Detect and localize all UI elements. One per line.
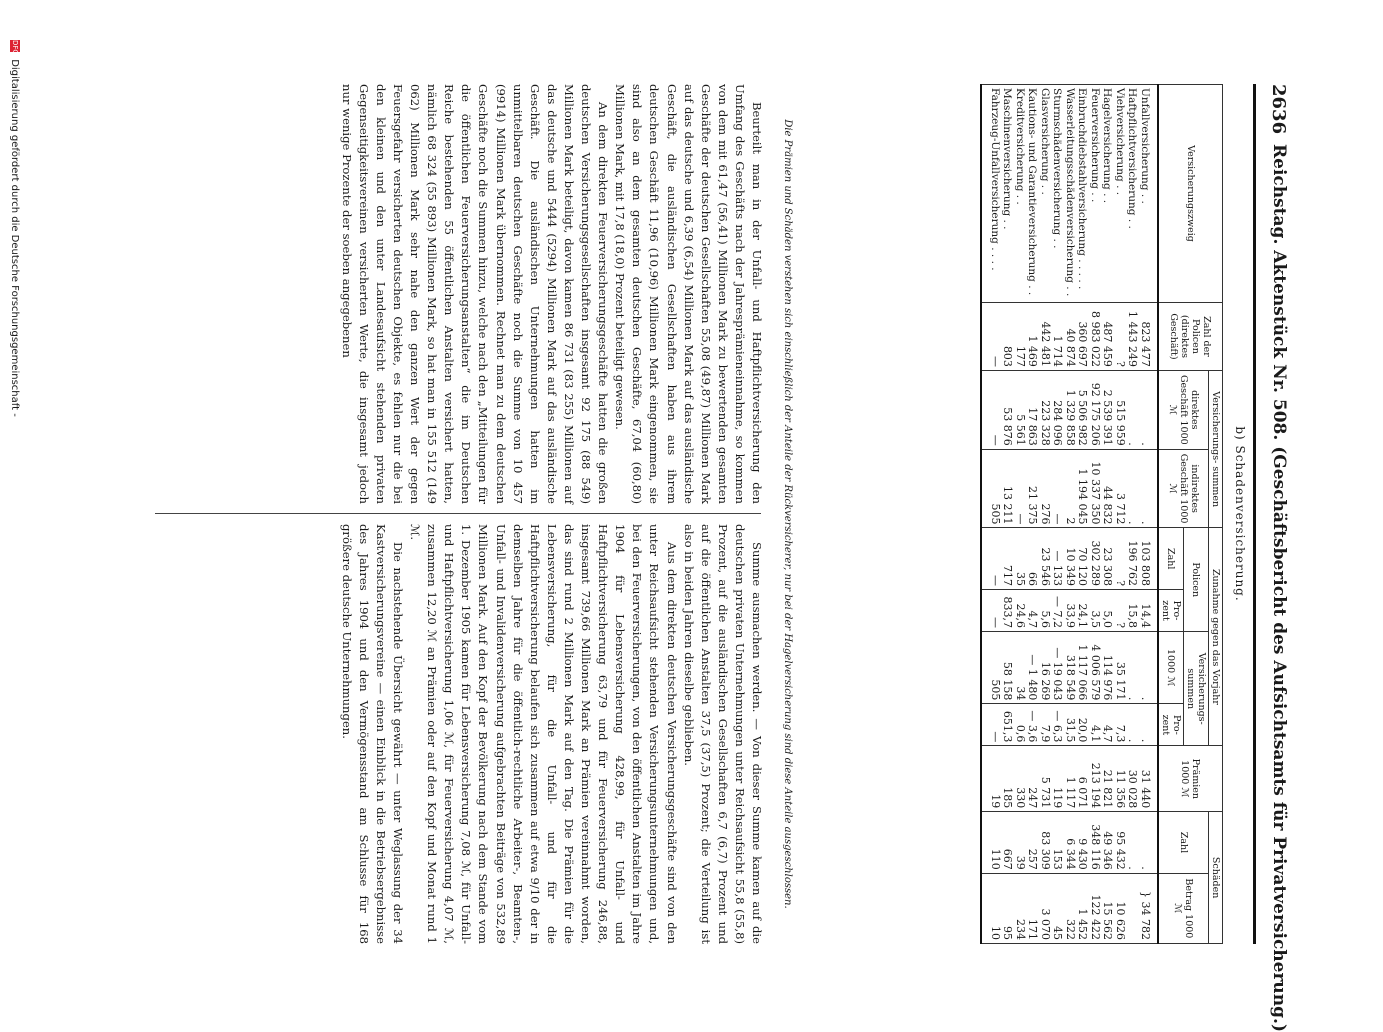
cell-sch-betrag: 15 562 (1101, 873, 1114, 943)
paragraph: Aus dem direkten deutschen Versicherungsgeschäfte sind von den unter Reichsaufsicht stehenden Versicherungsunternehmungen und, bei den Feuerversicherungen, von den öffentlichen Anstalten im Jahre 1904 für Lebensversicherung 428,99, für Unfall- und Haftpflichtversicherung 63,79 und für Feuerversicherung 246,88, insgesamt 739,66 Millionen Mark an Prämien vereinnahmt worden, das sind rund 2 Millionen Mark auf den Tag. Die Prämien für die Lebensversicherung, für die Unfall- und für die Haftpflichtversicherung belaufen sich zusammen auf etwa 9/10 der in demselben Jahre für die öffentlich-rechtliche Arbeiter-, Beamten-, Unfall- und Invalidenversicherung aufgebrachten Beiträge von 532,89 Millionen Mark. Auf den Kopf der Bevölkerung nach dem Stande vom 1. Dezember 1905 kamen für Lebensversicherung 7,08 ℳ, für Unfall- und Haftpflichtversicherung 1,06 ℳ, für Feuerversicherung 4,07 ℳ, zusammen 12,20 ℳ an Prämien oder auf den Kopf und Monat rund 1 ℳ. (408, 524, 679, 944)
cell-s-abs: 114 976 (1101, 632, 1114, 704)
cell-z-zahl: 717 (1001, 528, 1014, 590)
cell-sch-betrag: 45 (1051, 873, 1064, 943)
cell-indirekt: 2 (1064, 449, 1077, 528)
digitization-text: Digitalisierung gefördert durch die Deutsche Forschungsgemeinschaft - (9, 59, 20, 417)
col-header-direkt: direktes Geschäft 1000 ℳ (1158, 370, 1209, 449)
cell-z-zahl: 70 120 (1076, 528, 1089, 590)
cell-z-proz: 15,8 (1126, 589, 1139, 631)
cell-name: Feuerversicherung . . (1089, 85, 1102, 303)
cell-praemien: 6 071 (1076, 746, 1089, 812)
cell-z-zahl: 35 (1014, 528, 1027, 590)
cell-policen: 803 (1001, 302, 1014, 370)
cell-direkt: 53 876 (1001, 370, 1014, 449)
page-header (1257, 84, 1291, 1032)
cell-s-abs: — 19 043 (1051, 632, 1064, 704)
table-row (1014, 85, 1027, 944)
cell-sch-betrag: 122 422 (1089, 873, 1102, 943)
cell-name: Sturmschädenversicherung . . (1051, 85, 1064, 303)
cell-z-zahl: 302 289 (1089, 528, 1102, 590)
cell-sch-betrag: 171 (1026, 873, 1039, 943)
table-body (982, 85, 1159, 944)
cell-s-proz: . (1139, 704, 1159, 746)
table-row (1026, 85, 1039, 944)
cell-direkt: . (1139, 370, 1159, 449)
paragraph: Die nachstehende Übersicht gewährt — unter Weglassung der 34 Kastversicherungsvereine — einen Einblick in die Betriebsergebnisse des Jahres 1904 und den Vermögensstand am Schlusse für 168 größere deutsche Unternehmungen. (339, 524, 406, 944)
cell-sch-zahl: . (1139, 812, 1159, 874)
paragraph: Beurteilt man in der Unfall- und Haftpflichtversicherung den Umfang des Geschäfts nach der Jahresprämieneinnahme, so kommen von dem mit 61,47 (56,41) Millionen Mark zu bewertenden gesamten Geschäfte der deutschen Gesellschaften 55,08 (49,87) Millionen Mark auf das deutsche und 6,39 (6,54) Millionen Mark auf das ausländische Geschäft, die ausländischen Gesellschaften haben aus ihrem deutschen Geschäft 11,96 (10,96) Millionen Mark eingenommen, sie sind also an dem gesamten deutschen Geschäfte, 67,04 (60,80) Millionen Mark, mit 17,8 (18,0) Prozent beteiligt gewesen. (613, 84, 764, 504)
cell-s-proz: 4,1 (1089, 704, 1102, 746)
cell-s-proz: 7,9 (1039, 704, 1052, 746)
cell-policen: 1 469 (1026, 302, 1039, 370)
cell-sch-zahl: 39 (1014, 812, 1027, 874)
cell-s-proz: 4,7 (1101, 704, 1114, 746)
cell-policen: 1 443 249 (1126, 302, 1139, 370)
header-rule (1253, 84, 1256, 944)
cell-sch-zahl: 6 344 (1064, 812, 1077, 874)
cell-z-proz: 24,6 (1014, 589, 1027, 631)
cell-z-proz: — (982, 589, 1002, 631)
cell-sch-zahl: 95 432 (1114, 812, 1127, 874)
group-header-zunahme: Zunahme gegen das Vorjahr (1209, 528, 1223, 746)
group-header-zunahme-policen: Policen (1184, 528, 1209, 632)
table-row (1139, 85, 1159, 944)
cell-z-zahl: 10 349 (1064, 528, 1077, 590)
cell-z-proz: 3,5 (1089, 589, 1102, 631)
column-divider (155, 513, 761, 514)
cell-z-proz: 5,0 (1101, 589, 1114, 631)
col-header-summen-abs: 1000 ℳ (1158, 632, 1184, 704)
cell-praemien: 330 (1014, 746, 1027, 812)
cell-policen: 823 477 (1139, 302, 1159, 370)
cell-direkt: 1 329 858 (1064, 370, 1077, 449)
statistics-table (981, 84, 1224, 944)
cell-direkt: 2 539 391 (1101, 370, 1114, 449)
cell-direkt: 17 863 (1026, 370, 1039, 449)
cell-sch-betrag: 10 626 (1114, 873, 1127, 943)
cell-s-abs: 1 117 066 (1076, 632, 1089, 704)
cell-direkt: 515 959 (1114, 370, 1127, 449)
cell-sch-zahl: 348 116 (1089, 812, 1102, 874)
cell-sch-zahl: 83 309 (1039, 812, 1052, 874)
cell-name: Wasserleitungsschädenversicherung . . (1064, 85, 1077, 303)
cell-name: Haftpflichtversicherung . . (1126, 85, 1139, 303)
cell-praemien: 213 194 (1089, 746, 1102, 812)
cell-indirekt: 44 832 (1101, 449, 1114, 528)
col-header-zweig: Versicherungszweig (1158, 85, 1223, 303)
col-header-schaden-zahl: Zahl (1158, 812, 1209, 874)
cell-praemien: 1 117 (1064, 746, 1077, 812)
cell-indirekt: 276 (1039, 449, 1052, 528)
cell-name: Glasversicherung . . (1039, 85, 1052, 303)
cell-indirekt: — (1051, 449, 1064, 528)
cell-indirekt: . (1126, 449, 1139, 528)
cell-name: Maschinenversicherung . . (1001, 85, 1014, 303)
cell-z-proz: ? (1114, 589, 1127, 631)
col-header-schaden-betrag: Betrag 1000 ℳ (1158, 873, 1209, 943)
group-header-zunahme-summen: Versicherungs- summen (1184, 632, 1209, 746)
cell-name: Kreditversicherung . . (1014, 85, 1027, 303)
page-number: 2636 (1268, 84, 1289, 135)
cell-name: Hagelversicherung . . (1101, 85, 1114, 303)
cell-s-proz: 20,0 (1076, 704, 1089, 746)
cell-z-proz: 4,7 (1026, 589, 1039, 631)
cell-s-abs: . (1126, 632, 1139, 704)
cell-policen: 360 697 (1076, 302, 1089, 370)
cell-policen: 442 481 (1039, 302, 1052, 370)
cell-sch-betrag: } 34 782 (1139, 873, 1159, 943)
table-row (982, 85, 1002, 944)
cell-z-zahl: 196 762 (1126, 528, 1139, 590)
cell-sch-betrag: 3 070 (1039, 873, 1052, 943)
cell-direkt: 5 506 982 (1076, 370, 1089, 449)
cell-praemien: 11 356 (1114, 746, 1127, 812)
cell-s-abs: 34 (1014, 632, 1027, 704)
cell-z-proz: 24,1 (1076, 589, 1089, 631)
cell-s-proz: 31,5 (1064, 704, 1077, 746)
cell-z-zahl: ? (1114, 528, 1127, 590)
cell-s-abs: . (1139, 632, 1159, 704)
cell-sch-zahl: 110 (982, 812, 1002, 874)
cell-policen: 487 459 (1101, 302, 1114, 370)
cell-z-proz: 833,7 (1001, 589, 1014, 631)
dfg-logo: DFG (11, 40, 19, 55)
cell-sch-betrag: 322 (1064, 873, 1077, 943)
cell-indirekt: 3 712 (1114, 449, 1127, 528)
cell-name: Fahrzeug-Unfallversicherung . . . . (982, 85, 1002, 303)
cell-s-abs: 4 006 579 (1089, 632, 1102, 704)
cell-sch-betrag: 95 (1001, 873, 1014, 943)
text-column-right (338, 524, 765, 944)
cell-sch-zahl: 257 (1026, 812, 1039, 874)
cell-name: Kautions- und Garantieversicherung . . (1026, 85, 1039, 303)
col-header-praemien: Prämien 1000 ℳ (1158, 746, 1223, 812)
col-header-policen: Zahl der Policen (direktes Geschäft) (1158, 302, 1223, 370)
group-header-summen: Versicherungs- summen (1209, 370, 1223, 528)
table-row (1101, 85, 1114, 944)
cell-indirekt: 505 (982, 449, 1002, 528)
cell-z-zahl: — 133 (1051, 528, 1064, 590)
cell-sch-zahl: 153 (1051, 812, 1064, 874)
cell-direkt: 5 561 (1014, 370, 1027, 449)
col-header-zunahme-zahl: Zahl (1158, 528, 1184, 590)
table-row (1001, 85, 1014, 944)
cell-praemien: 5 731 (1039, 746, 1052, 812)
cell-z-zahl: 23 308 (1101, 528, 1114, 590)
cell-praemien: 21 821 (1101, 746, 1114, 812)
cell-s-proz: 0,6 (1014, 704, 1027, 746)
cell-s-abs: 505 (982, 632, 1002, 704)
cell-direkt: . (1126, 370, 1139, 449)
text-column-left (338, 84, 765, 504)
cell-s-proz: — 6,3 (1051, 704, 1064, 746)
cell-indirekt: 21 375 (1026, 449, 1039, 528)
page-title: Reichstag. Aktenstück Nr. 508. (Geschäftsbericht des Aufsichtsamts für Privatversicherung.) (1269, 144, 1289, 1032)
cell-policen: 177 (1014, 302, 1027, 370)
paragraph: Summe ausmachen werden. — Von dieser Summe kamen auf die deutschen privaten Unternehmungen unter Reichsaufsicht 55,8 (55,8) Prozent, auf die ausländischen Gesellschaften 6,7 (6,7) Prozent und auf die öffentlichen Anstalten 37,5 (37,5) Prozent; die Verteilung ist also in beiden Jahren dieselbe geblieben. (681, 524, 764, 944)
cell-sch-betrag: 10 (982, 873, 1002, 943)
cell-policen: 8 983 022 (1089, 302, 1102, 370)
cell-s-proz: . (1126, 704, 1139, 746)
cell-indirekt: 1 194 045 (1076, 449, 1089, 528)
cell-name: Unfallversicherung . . (1139, 85, 1159, 303)
col-header-summen-prozent: Pro- zent (1158, 704, 1184, 746)
cell-indirekt: . (1139, 449, 1159, 528)
cell-s-proz: 7,3 (1114, 704, 1127, 746)
cell-s-abs: 318 549 (1064, 632, 1077, 704)
table-row (1064, 85, 1077, 944)
cell-direkt: 223 328 (1039, 370, 1052, 449)
cell-praemien: 185 (1001, 746, 1014, 812)
table-row (1089, 85, 1102, 944)
cell-z-zahl: 103 808 (1139, 528, 1159, 590)
cell-z-proz: — 7,2 (1051, 589, 1064, 631)
cell-direkt: 284 096 (1051, 370, 1064, 449)
cell-s-abs: 58 158 (1001, 632, 1014, 704)
cell-praemien: 247 (1026, 746, 1039, 812)
cell-indirekt: 10 337 350 (1089, 449, 1102, 528)
cell-direkt: — (982, 370, 1002, 449)
cell-praemien: 19 (982, 746, 1002, 812)
cell-sch-zahl: 9 430 (1076, 812, 1089, 874)
cell-indirekt: 13 211 (1001, 449, 1014, 528)
digitization-note (9, 40, 20, 940)
col-header-indirekt: indirektes Geschäft 1000 ℳ (1158, 449, 1209, 528)
cell-praemien: 30 028 (1126, 746, 1139, 812)
cell-s-proz: — 3,6 (1026, 704, 1039, 746)
cell-z-proz: 5,6 (1039, 589, 1052, 631)
cell-praemien: 119 (1051, 746, 1064, 812)
cell-s-proz: — (982, 704, 1002, 746)
cell-policen: 1 714 (1051, 302, 1064, 370)
cell-z-zahl: 23 546 (1039, 528, 1052, 590)
group-header-schaeden: Schäden (1209, 812, 1223, 944)
cell-z-zahl: — (982, 528, 1002, 590)
cell-indirekt: — (1014, 449, 1027, 528)
cell-praemien: 31 440 (1139, 746, 1159, 812)
table-row (1126, 85, 1139, 944)
table-row (1076, 85, 1089, 944)
cell-z-proz: 14,4 (1139, 589, 1159, 631)
cell-sch-betrag (1126, 873, 1139, 943)
table-footnote: Die Prämien und Schäden verstehen sich einschließlich der Anteile der Rückversicherer, nur bei der Hagelversicherung sind diese Anteile ausgeschlossen. (782, 119, 793, 909)
table-row (1051, 85, 1064, 944)
cell-z-proz: 33,9 (1064, 589, 1077, 631)
cell-sch-zahl: 667 (1001, 812, 1014, 874)
cell-policen: — (982, 302, 1002, 370)
cell-policen: 40 874 (1064, 302, 1077, 370)
table-row (1039, 85, 1052, 944)
cell-policen: ? (1114, 302, 1127, 370)
cell-z-zahl: 66 (1026, 528, 1039, 590)
cell-sch-zahl: 49 346 (1101, 812, 1114, 874)
cell-s-proz: 651,3 (1001, 704, 1014, 746)
cell-sch-betrag: 234 (1014, 873, 1027, 943)
col-header-zunahme-prozent: Pro- zent (1158, 589, 1184, 631)
cell-sch-betrag: 1 452 (1076, 873, 1089, 943)
cell-s-abs: — 1 480 (1026, 632, 1039, 704)
cell-direkt: 92 175 206 (1089, 370, 1102, 449)
table-row (1114, 85, 1127, 944)
cell-name: Einbruchdiebstahlversicherung . . . . . (1076, 85, 1089, 303)
paragraph: An dem direkten Feuerversicherungsgeschäfte hatten die großen deutschen Versicherungsgesellschaften insgesamt 92 175 (88 549) Millionen Mark beteiligt, davon kamen 86 731 (83 255) Millionen auf das deutsche und 5444 (5294) Millionen Mark auf das ausländische Geschäft. Die ausländischen Unternehmungen hatten im unmittelbaren deutschen Geschäfte noch die Summe von 10 457 (9914) Millionen Mark übernommen. Rechnet man zu dem deutschen Geschäfte noch die Summen hinzu, welche nach den „Mitteilungen für die öffentlichen Feuerversicherungsanstalten“ die im Deutschen Reiche bestehenden 55 öffentlichen Anstalten versichert hatten, nämlich 68 324 (55 893) Millionen Mark, so hat man in 155 512 (149 062) Millionen Mark sehr nahe den ganzen Wert der gegen Feuersgefahr versicherten deutschen Objekte, es fehlen nur die bei den kleinen und den unter Landesaufsicht stehenden privaten Gegenseitigkeitsvereinen versicherten Werte, die insgesamt jedoch nur wenige Prozente der soeben angegebenen (339, 84, 611, 504)
cell-s-abs: 16 269 (1039, 632, 1052, 704)
section-subtitle: b) Schadenversicherung. (1233, 426, 1247, 602)
cell-s-abs: 35 171 (1114, 632, 1127, 704)
cell-name: Viehversicherung . . (1114, 85, 1127, 303)
cell-sch-zahl: . (1126, 812, 1139, 874)
